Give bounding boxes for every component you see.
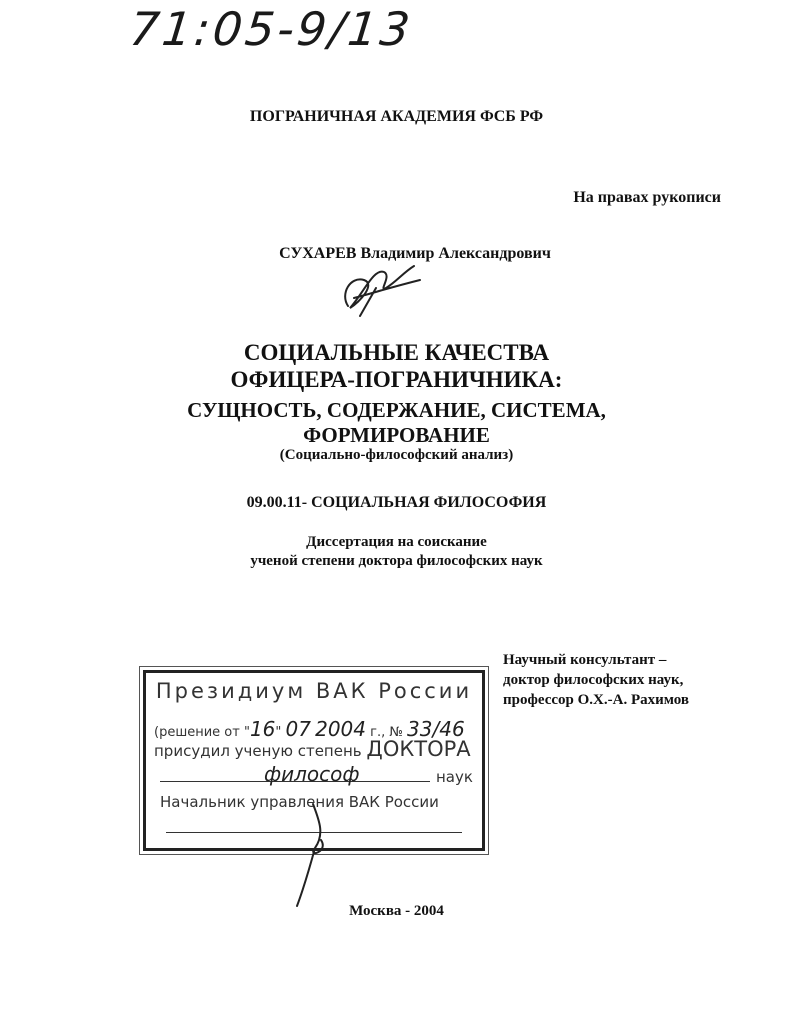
stamp-title: Президиум ВАК России [155, 679, 473, 703]
stamp-field: философ [264, 762, 360, 786]
stamp-decision: (решение от "16" 07 2004 г., № 33/46 [154, 717, 465, 741]
stamp-signature [285, 800, 345, 910]
stamp-number-prefix: г., № [370, 725, 403, 740]
stamp-decision-prefix: (решение от " [154, 725, 250, 740]
specialty-code: 09.00.11- СОЦИАЛЬНАЯ ФИЛОСОФИЯ [246, 494, 547, 511]
institution-name: ПОГРАНИЧНАЯ АКАДЕМИЯ ФСБ РФ [249, 108, 544, 125]
stamp-day: 16 [249, 717, 276, 741]
stamp-field-label: наук [436, 768, 473, 786]
stamp-month: 07 [285, 717, 311, 741]
stamp-degree: ДОКТОРА [366, 737, 471, 761]
rights-note: На правах рукописи [573, 189, 721, 206]
consultant-line-3: профессор О.Х.-А. Рахимов [503, 692, 689, 708]
dissertation-line-2: ученой степени доктора философских наук [250, 553, 543, 569]
dissertation-line-1: Диссертация на соискание [306, 534, 487, 550]
title-line-4: ФОРМИРОВАНИЕ [303, 423, 490, 447]
title-subtitle: (Социально-философский анализ) [279, 447, 514, 463]
consultant-line-1: Научный консультант – [503, 652, 667, 668]
stamp-awarded [154, 737, 471, 761]
author-name: СУХАРЕВ Владимир Александрович [279, 245, 551, 262]
title-line-2: ОФИЦЕРА-ПОГРАНИЧНИКА: [230, 367, 563, 392]
city-year: Москва - 2004 [349, 903, 444, 919]
archive-number: 71:05-9/13 [127, 2, 416, 56]
consultant-line-2: доктор философских наук, [503, 672, 684, 688]
title-line-1: СОЦИАЛЬНЫЕ КАЧЕСТВА [243, 340, 550, 365]
author-signature [330, 258, 430, 318]
stamp-number: 33/46 [407, 717, 465, 741]
stamp-head-title: Начальник управления ВАК России [160, 793, 439, 811]
scientific-consultant [503, 650, 689, 710]
stamp-year: 2004 [315, 717, 367, 741]
stamp-awarded-prefix: присудил ученую степень [154, 742, 362, 760]
title-line-3: СУЩНОСТЬ, СОДЕРЖАНИЕ, СИСТЕМА, [187, 398, 606, 422]
